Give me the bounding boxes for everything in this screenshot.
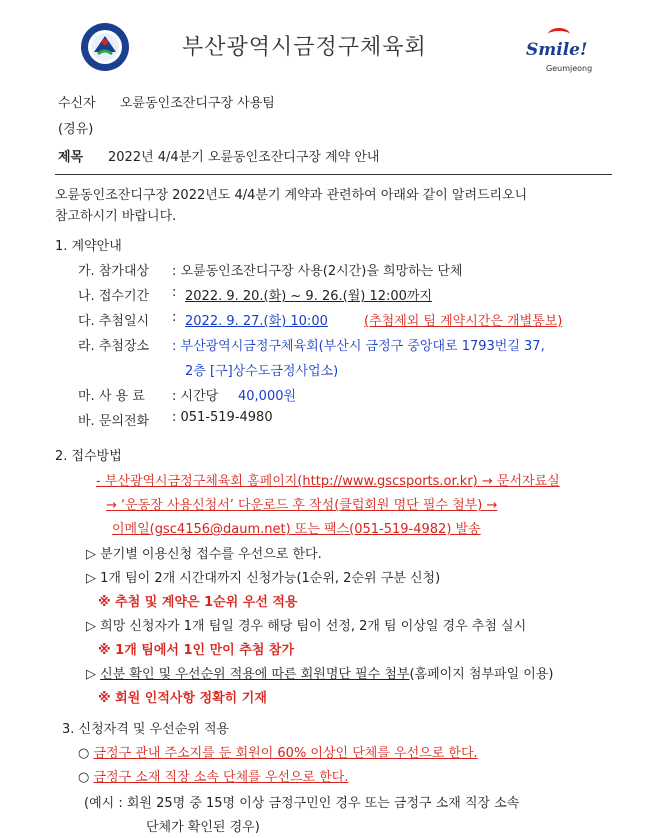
item-da-colon: : xyxy=(172,310,177,325)
intro-line-2: 참고하시기 바랍니다. xyxy=(55,209,177,224)
intro-line-1: 오륜동인조잔디구장 2022년도 4/4분기 계약과 관련하여 아래와 같이 알려드리오니 xyxy=(55,188,528,203)
item-da-value: 2022. 9. 27.(화) 10:00 xyxy=(185,314,328,329)
criterion-2 xyxy=(78,766,348,785)
criterion-1-mark: ○ xyxy=(78,746,90,761)
criterion-1 xyxy=(78,742,478,761)
section-3-heading: 3. 신청자격 및 우선순위 적용 xyxy=(62,722,230,737)
subject-label: 제목 xyxy=(58,150,84,165)
rule-item-4-tail: (홈페이지 첨부파일 이용) xyxy=(409,667,554,682)
rule-item-1: ▷ 분기별 이용신청 접수를 우선으로 한다. xyxy=(86,547,322,562)
recipient-value: 오륜동인조잔디구장 사용팀 xyxy=(120,96,275,111)
item-ma-prefix: : 시간당 xyxy=(172,389,219,404)
org-name: 부산광역시금정구체육회 xyxy=(182,35,427,60)
section-1-heading: 1. 계약안내 xyxy=(55,239,122,254)
rule-item-4-mark: ▷ xyxy=(86,667,101,682)
example-line-1: (예시 : 회원 25명 중 15명 이상 금정구민인 경우 또는 금정구 소재 직장 소속 xyxy=(84,796,520,811)
example-line-2: 단체가 확인된 경우) xyxy=(146,820,260,835)
item-ra-value-1: : 부산광역시금정구체육회(부산시 금정구 중앙대로 1793번길 37, xyxy=(172,339,545,354)
item-ra-value-2: 2층 [구]상수도금정사업소) xyxy=(185,364,339,379)
smile-logo-text: Smile! xyxy=(526,40,588,60)
org-emblem xyxy=(80,22,130,72)
method-line-3: 이메일(gsc4156@daum.net) 또는 팩스(051-519-4982) 발송 xyxy=(112,522,481,537)
recipient-label: 수신자 xyxy=(58,96,96,111)
rule-note-3: ※ 회원 인적사항 정확히 기재 xyxy=(98,691,267,706)
subject-value: 2022년 4/4분기 오륜동인조잔디구장 계약 안내 xyxy=(108,150,380,165)
item-ba-value: : 051-519-4980 xyxy=(172,410,273,425)
via-label: (경유) xyxy=(58,122,94,137)
item-ba-label: 바. 문의전화 xyxy=(78,414,150,429)
rule-item-2: ▷ 1개 팀이 2개 시간대까지 신청가능(1순위, 2순위 구분 신청) xyxy=(86,571,441,586)
method-line-2: → ‘운동장 사용신청서’ 다운로드 후 작성(클럽회원 명단 필수 첨부) → xyxy=(106,498,498,513)
section-2-heading: 2. 접수방법 xyxy=(55,449,122,464)
criterion-2-text: 금정구 소재 직장 소속 단체를 우선으로 한다. xyxy=(93,770,349,785)
method-line-1: - 부산광역시금정구체육회 홈페이지(http://www.gscsports.or.kr) → 문서자료실 xyxy=(96,474,560,489)
smile-logo-swoosh-icon xyxy=(548,28,570,41)
rule-item-3: ▷ 희망 신청자가 1개 팀일 경우 해당 팀이 선정, 2개 팀 이상일 경우 추첨 실시 xyxy=(86,619,527,634)
item-ma-amount: 40,000원 xyxy=(238,389,297,404)
item-ga-label: 가. 참가대상 xyxy=(78,264,150,279)
item-da-note: (추첨제외 팀 계약시간은 개별통보) xyxy=(364,314,563,329)
item-da-label: 다. 추첨일시 xyxy=(78,314,150,329)
smile-logo xyxy=(526,28,593,78)
item-na-label: 나. 접수기간 xyxy=(78,289,150,304)
emblem-icon xyxy=(80,22,130,72)
smile-logo-sub: Geumjeong xyxy=(546,64,593,73)
item-ma-label: 마. 사 용 료 xyxy=(78,389,145,404)
item-ga-value: : 오륜동인조잔디구장 사용(2시간)을 희망하는 단체 xyxy=(172,264,463,279)
header-divider xyxy=(55,174,612,175)
rule-item-4 xyxy=(86,663,553,682)
rule-note-2: ※ 1개 팀에서 1인 만이 추첨 참가 xyxy=(98,643,295,658)
item-ra-label: 라. 추첨장소 xyxy=(78,339,150,354)
criterion-1-text: 금정구 관내 주소지를 둔 회원이 60% 이상인 단체를 우선으로 한다. xyxy=(93,746,478,761)
rule-item-4-emph: 신분 확인 및 우선순위 적용에 따른 회원명단 필수 첨부 xyxy=(100,667,410,682)
criterion-2-mark: ○ xyxy=(78,770,90,785)
item-na-colon: : xyxy=(172,285,177,300)
item-na-value: 2022. 9. 20.(화) ~ 9. 26.(월) 12:00까지 xyxy=(185,289,433,304)
rule-note-1: ※ 추첨 및 계약은 1순위 우선 적용 xyxy=(98,595,298,610)
